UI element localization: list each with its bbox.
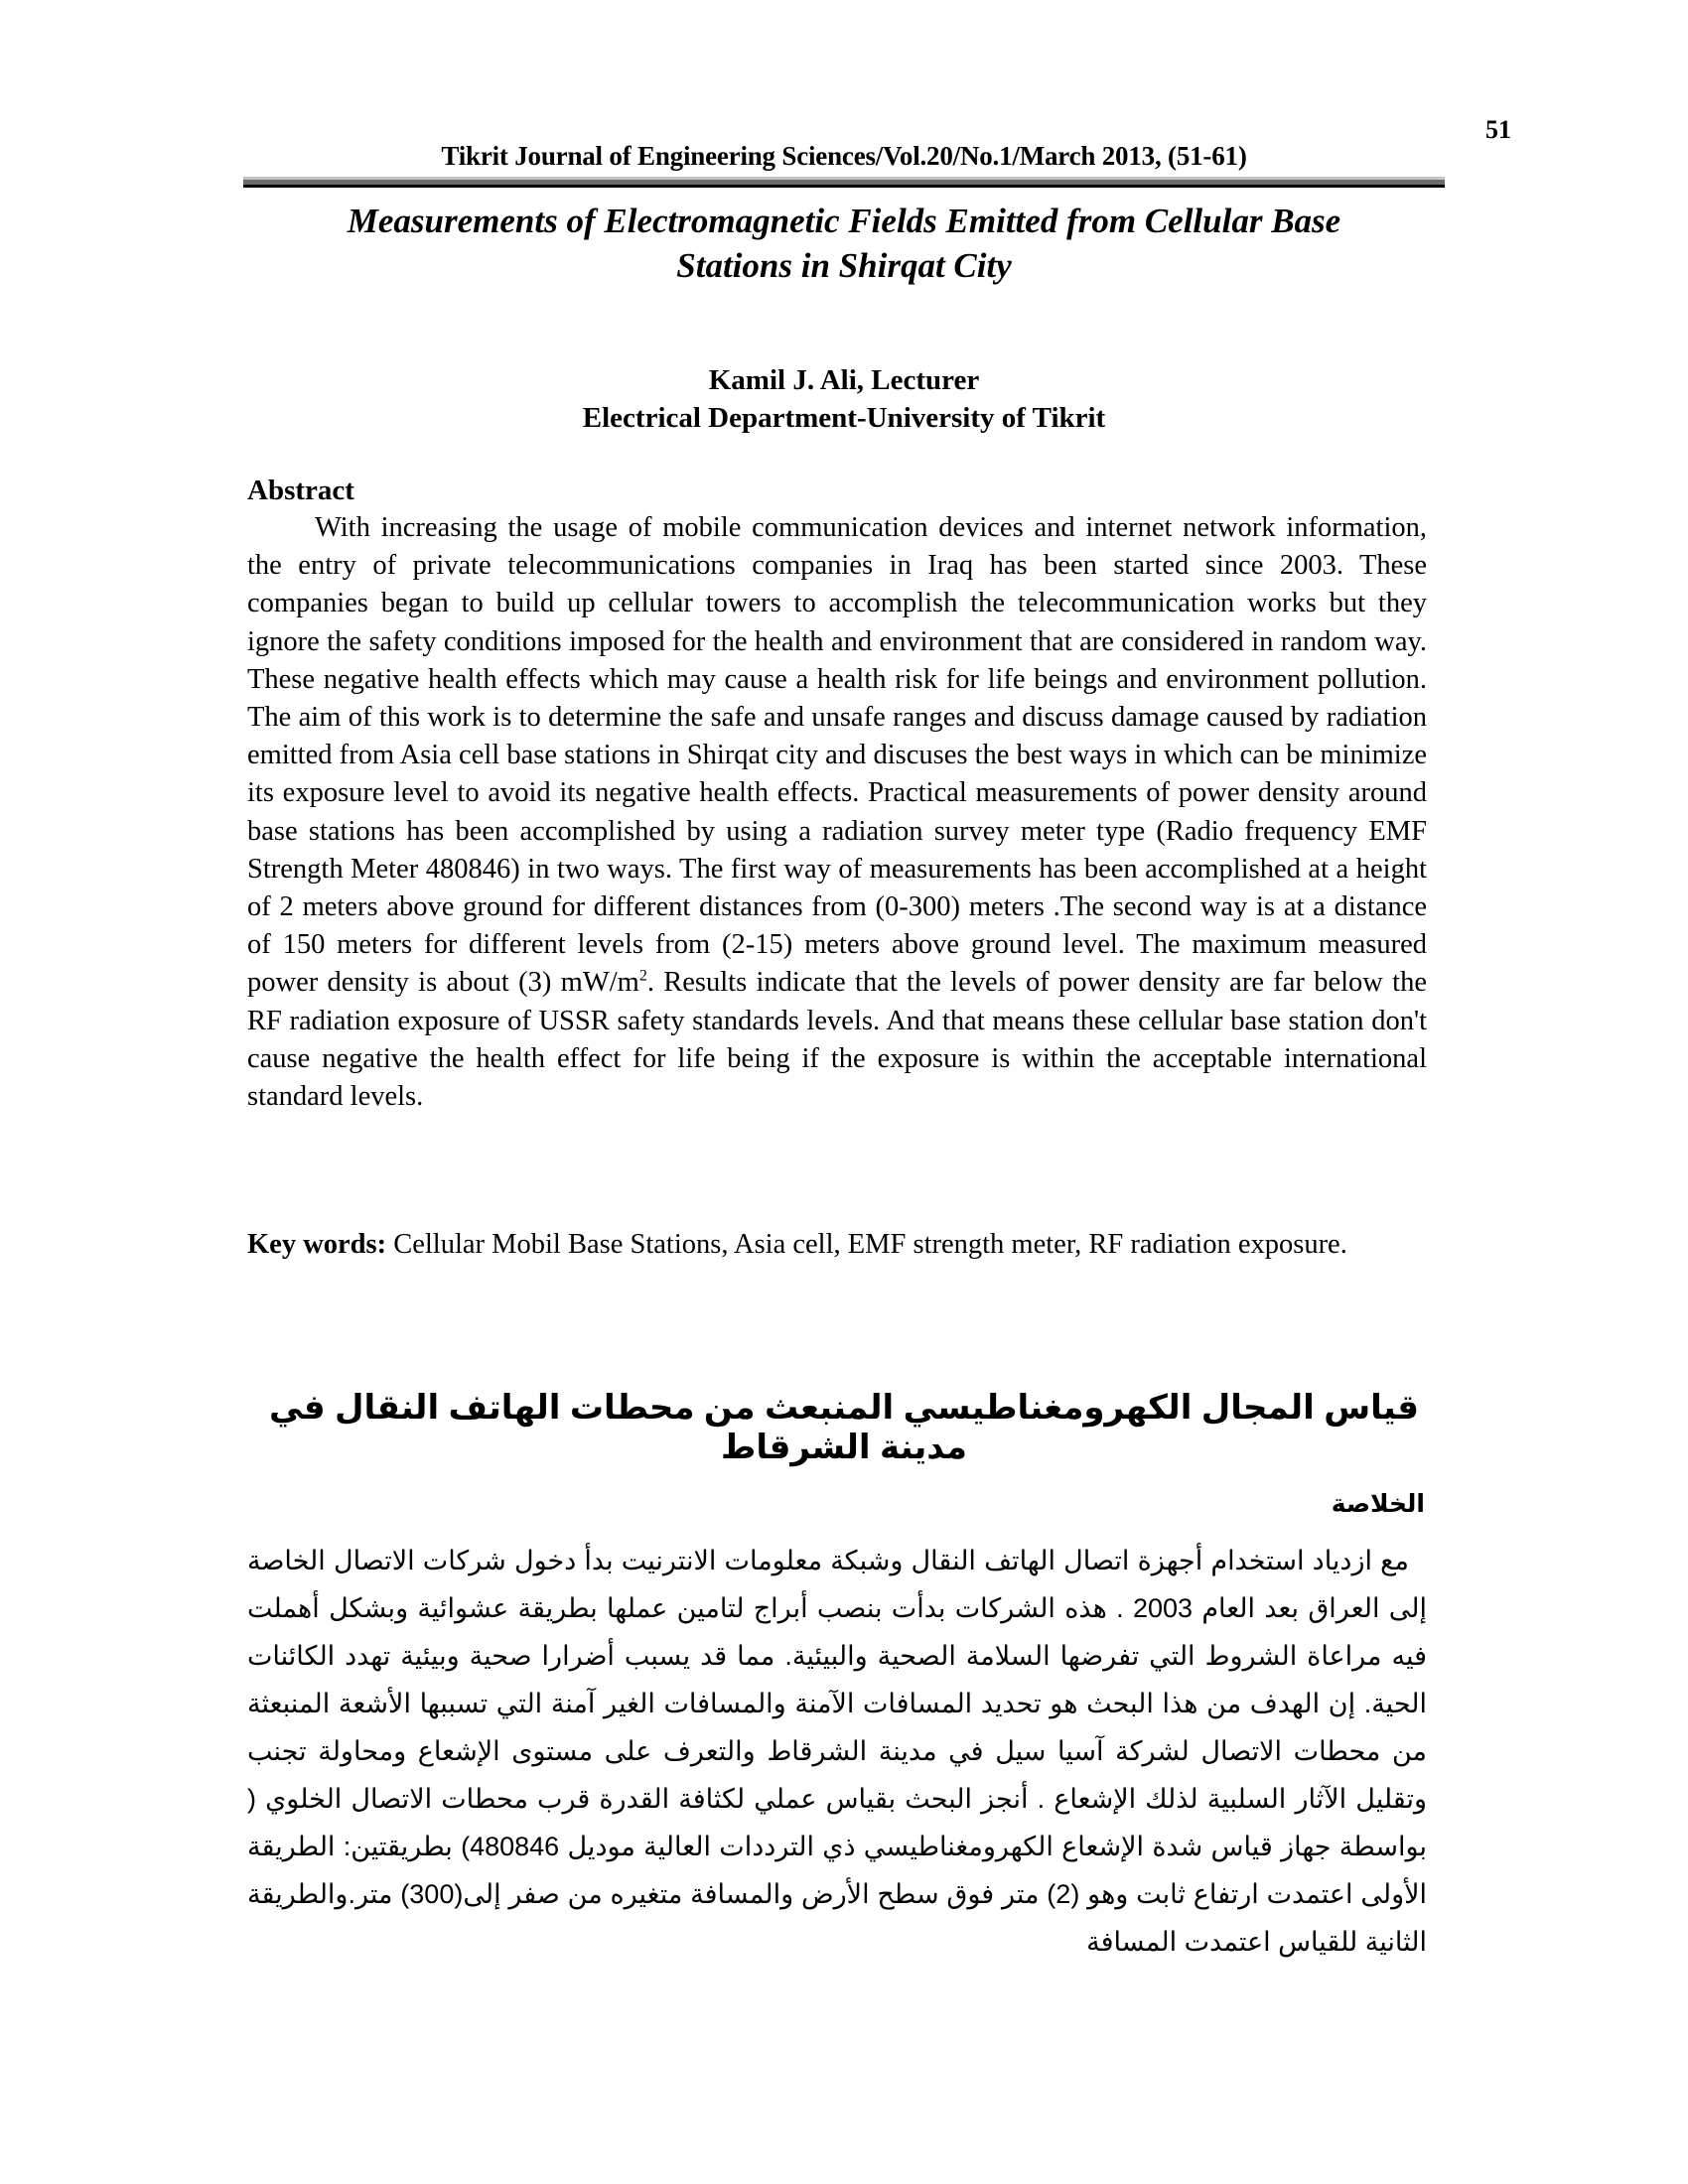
abstract-superscript: 2 [638,967,647,985]
paper-title-line-1: Measurements of Electromagnetic Fields Emitted from Cellular Base [347,202,1341,240]
arabic-abstract-heading: الخلاصة [1331,1490,1425,1518]
arabic-title: قياس المجال الكهرومغناطيسي المنبعث من محطات الهاتف النقال في مدينة الشرقاط [268,1389,1420,1466]
abstract-heading: Abstract [247,475,354,506]
page-number: 51 [1485,115,1511,144]
author-block [243,361,1445,437]
abstract-body [247,509,1427,1116]
header-rule-divider [243,177,1445,189]
header-rule-dark-stripe [243,185,1445,188]
keywords-paragraph [247,1226,1427,1264]
abstract-text-part-2: . Results indicate that the levels of power density are far below the RF radiation exposure of USSR safety standards levels. And that means these cellular base station don't cause negative the health effect for life being if the exposure is within the acceptable international standard levels. [247,967,1427,1113]
paper-title-line-2: Stations in Shirqat City [676,246,1012,285]
keywords-text: Cellular Mobil Base Stations, Asia cell, EMF strength meter, RF radiation exposure. [386,1229,1347,1260]
paper-title [243,199,1445,288]
running-header: Tikrit Journal of Engineering Sciences/Vol.20/No.1/March 2013, (51-61) [441,141,1247,171]
author-name: Kamil J. Ali, Lecturer [708,364,980,396]
arabic-abstract-body: مع ازدياد استخدام أجهزة اتصال الهاتف النقال وشبكة معلومات الانترنيت بدأ دخول شركات الاتصال الخاصة إلى العراق بعد العام 2003 . هذه الشركات بدأت بنصب أبراج لتامين عملها بطريقة عشوائية وبشكل أهملت فيه مراعاة الشروط التي تفرضها السلامة الصحية والبيئية. مما قد يسبب أضرارا صحية وبيئية تهدد الكائنات الحية. إن الهدف من هذا البحث هو تحديد المسافات الآمنة والمسافات الغير آمنة التي تسببها الأشعة المنبعثة من محطات الاتصال لشركة آسيا سيل في مدينة الشرقاط والتعرف على مستوى الإشعاع ومحاولة تجنب وتقليل الآثار السلبية لذلك الإشعاع . أنجز البحث بقياس عملي لكثافة القدرة قرب محطات الاتصال الخلوي ( بواسطة جهاز قياس شدة الإشعاع الكهرومغناطيسي ذي الترددات العالية موديل 480846) بطريقتين: الطريقة الأولى اعتمدت ارتفاع ثابت وهو (2) متر فوق سطح الأرض والمسافة متغيره من صفر إلى(300) متر.والطريقة الثانية للقياس اعتمدت المسافة [247,1546,1428,1957]
abstract-text-part-1: With increasing the usage of mobile communication devices and internet network information, the entry of private telecommunications companies in Iraq has been started since 2003. These companies began to build up cellular towers to accomplish the telecommunication works but they ignore the safety conditions imposed for the health and environment that are considered in random way. These negative health effects which may cause a health risk for life beings and environment pollution. The aim of this work is to determine the safe and unsafe ranges and discuss damage caused by radiation emitted from Asia cell base stations in Shirqat city and discuses the best ways in which can be minimize its exposure level to avoid its negative health effects. Practical measurements of power density around base stations has been accomplished by using a radiation survey meter type (Radio frequency EMF Strength Meter 480846) in two ways. The first way of measurements has been accomplished at a height of 2 meters above ground for different distances from (0-300) meters .The second way is at a distance of 150 meters for different levels from (2-15) meters above ground level. The maximum measured power density is about (3) mW/m [247,512,1427,999]
keywords-label: Key words: [247,1229,387,1260]
author-affiliation: Electrical Department-University of Tikrit [582,402,1106,434]
